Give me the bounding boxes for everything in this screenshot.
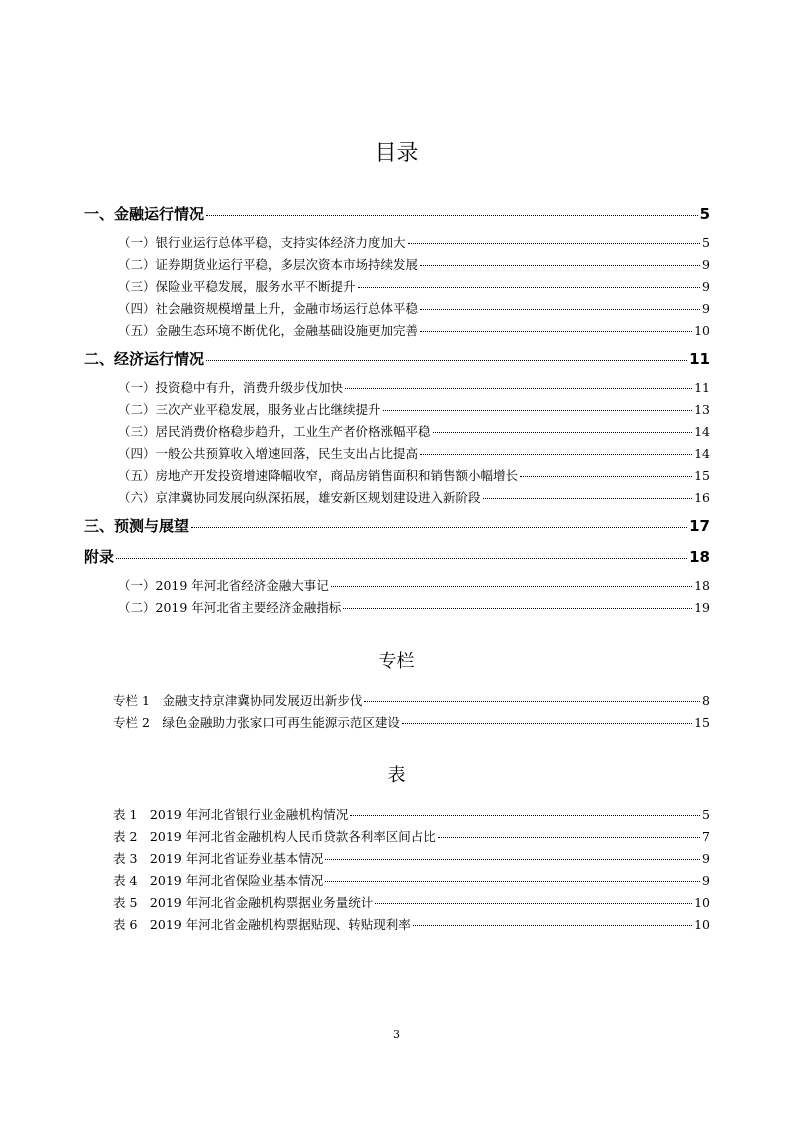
table-entry-page: 10 <box>694 895 710 910</box>
dot-leader <box>420 265 700 266</box>
toc-section-page: 5 <box>699 205 710 223</box>
dot-leader <box>408 243 701 244</box>
toc-section-label: 三、预测与展望 <box>84 517 190 535</box>
toc-entry-label: （二）证券期货业运行平稳，多层次资本市场持续发展 <box>118 257 419 272</box>
dot-leader <box>420 331 692 332</box>
dot-leader <box>483 498 693 499</box>
dot-leader <box>413 925 692 926</box>
dot-leader <box>438 837 700 838</box>
toc-entry-page: 9 <box>702 301 710 316</box>
toc-section-label: 二、经济运行情况 <box>84 350 205 368</box>
toc-entry-label: （一）2019 年河北省经济金融大事记 <box>118 578 329 593</box>
table-entry-label: 表 2 2019 年河北省金融机构人民币贷款各利率区间占比 <box>113 829 436 844</box>
toc-entry[interactable] <box>118 576 710 594</box>
dot-leader <box>420 309 700 310</box>
toc-entry-label: （一）投资稳中有升，消费升级步伐加快 <box>118 380 344 395</box>
toc-entry-label: （五）房地产开发投资增速降幅收窄，商品房销售面积和销售额小幅增长 <box>118 468 519 483</box>
toc-entry-page: 13 <box>694 402 710 417</box>
toc-entry[interactable] <box>118 378 710 396</box>
toc-entry-label: （二）2019 年河北省主要经济金融指标 <box>118 600 342 615</box>
columns-title: 专栏 <box>378 651 415 672</box>
table-entry-label: 表 6 2019 年河北省金融机构票据贴现、转贴现利率 <box>113 917 411 932</box>
table-entry[interactable] <box>113 893 710 911</box>
dot-leader <box>520 476 692 477</box>
toc-entry-label: （二）三次产业平稳发展，服务业占比继续提升 <box>118 402 381 417</box>
dot-leader <box>383 410 693 411</box>
table-entry[interactable] <box>113 915 710 933</box>
dot-leader <box>420 454 692 455</box>
toc-entry[interactable] <box>118 488 710 506</box>
toc-entry[interactable] <box>118 422 710 440</box>
toc-title: 目录 <box>374 141 419 166</box>
toc-section-1[interactable] <box>84 203 710 224</box>
tables-title: 表 <box>387 765 406 786</box>
toc-section-label: 一、金融运行情况 <box>84 205 205 223</box>
toc-entry-page: 16 <box>694 490 710 505</box>
table-entry[interactable] <box>113 805 710 823</box>
toc-section-3[interactable] <box>84 515 710 536</box>
toc-entry-page: 19 <box>694 600 710 615</box>
dot-leader <box>331 586 692 587</box>
column-entry-label: 专栏 2 绿色金融助力张家口可再生能源示范区建设 <box>113 715 400 730</box>
page-number: 3 <box>393 1028 400 1041</box>
toc-section-2[interactable] <box>84 348 710 369</box>
toc-entry-page: 9 <box>702 257 710 272</box>
dot-leader <box>206 215 698 216</box>
toc-entry[interactable] <box>118 400 710 418</box>
toc-entry-label: （四）一般公共预算收入增速回落，民生支出占比提高 <box>118 446 419 461</box>
dot-leader <box>191 527 687 528</box>
table-entry-label: 表 5 2019 年河北省金融机构票据业务量统计 <box>113 895 374 910</box>
dot-leader <box>375 903 692 904</box>
table-entry-page: 5 <box>702 807 710 822</box>
dot-leader <box>345 388 692 389</box>
table-entry[interactable] <box>113 871 710 889</box>
dot-leader <box>358 287 701 288</box>
dot-leader <box>350 815 700 816</box>
toc-entry-label: （一）银行业运行总体平稳，支持实体经济力度加大 <box>118 235 406 250</box>
column-entry-label: 专栏 1 金融支持京津冀协同发展迈出新步伐 <box>113 693 363 708</box>
toc-entry-label: （五）金融生态环境不断优化，金融基础设施更加完善 <box>118 323 419 338</box>
toc-entry[interactable] <box>118 466 710 484</box>
dot-leader <box>325 859 700 860</box>
table-entry-page: 7 <box>702 829 710 844</box>
dot-leader <box>206 360 687 361</box>
dot-leader <box>325 881 700 882</box>
toc-entry-page: 5 <box>702 235 710 250</box>
toc-entry[interactable] <box>118 255 710 273</box>
toc-entry-page: 14 <box>694 424 710 439</box>
toc-entry[interactable] <box>118 598 710 616</box>
column-entry-page: 15 <box>694 715 710 730</box>
toc-entry-page: 9 <box>702 279 710 294</box>
toc-entry[interactable] <box>118 277 710 295</box>
toc-section-page: 11 <box>689 350 710 368</box>
toc-entry[interactable] <box>118 299 710 317</box>
toc-entry[interactable] <box>118 321 710 339</box>
dot-leader <box>343 608 692 609</box>
dot-leader <box>402 723 692 724</box>
toc-entry-page: 10 <box>694 323 710 338</box>
column-entry-page: 8 <box>702 693 710 708</box>
table-entry-label: 表 1 2019 年河北省银行业金融机构情况 <box>113 807 349 822</box>
table-entry-label: 表 3 2019 年河北省证券业基本情况 <box>113 851 324 866</box>
table-entry[interactable] <box>113 849 710 867</box>
toc-entry[interactable] <box>118 444 710 462</box>
toc-entry-label: （三）保险业平稳发展，服务水平不断提升 <box>118 279 356 294</box>
column-entry[interactable] <box>113 691 710 709</box>
toc-entry-label: （六）京津冀协同发展向纵深拓展，雄安新区规划建设进入新阶段 <box>118 490 481 505</box>
toc-entry-page: 15 <box>694 468 710 483</box>
toc-entry-label: （四）社会融资规模增量上升，金融市场运行总体平稳 <box>118 301 419 316</box>
dot-leader <box>433 432 693 433</box>
dot-leader <box>364 701 700 702</box>
table-entry-page: 9 <box>702 873 710 888</box>
toc-entry-label: （三）居民消费价格稳步趋升，工业生产者价格涨幅平稳 <box>118 424 431 439</box>
table-entry[interactable] <box>113 827 710 845</box>
toc-entry-page: 11 <box>694 380 710 395</box>
toc-section-appendix[interactable] <box>84 546 710 567</box>
toc-entry-page: 14 <box>694 446 710 461</box>
toc-section-label: 附录 <box>84 548 115 566</box>
column-entry[interactable] <box>113 713 710 731</box>
table-entry-page: 10 <box>694 917 710 932</box>
toc-entry[interactable] <box>118 233 710 251</box>
table-entry-label: 表 4 2019 年河北省保险业基本情况 <box>113 873 324 888</box>
toc-section-page: 17 <box>689 517 710 535</box>
dot-leader <box>116 558 687 559</box>
toc-entry-page: 18 <box>694 578 710 593</box>
table-entry-page: 9 <box>702 851 710 866</box>
toc-section-page: 18 <box>689 548 710 566</box>
